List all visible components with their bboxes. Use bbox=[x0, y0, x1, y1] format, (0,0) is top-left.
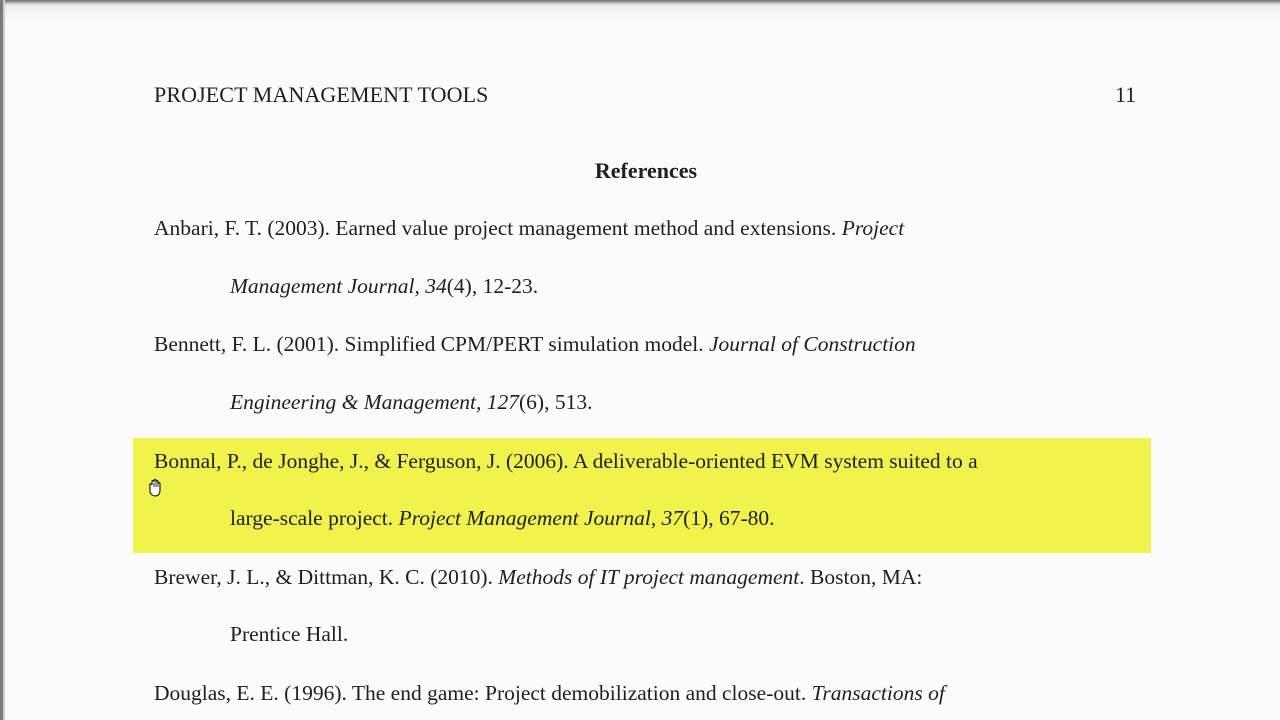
reference-brewer-line-1[interactable] bbox=[154, 565, 922, 590]
references-heading: References bbox=[594, 158, 698, 183]
reference-brewer-line-2[interactable] bbox=[230, 622, 348, 647]
reference-text: (1), 67-80. bbox=[683, 506, 775, 530]
reference-anbari-line-1[interactable] bbox=[154, 216, 904, 241]
hand-grab-icon bbox=[145, 477, 167, 499]
reference-journal: Project Management Journal, 37 bbox=[398, 506, 684, 530]
reference-journal: Transactions of bbox=[811, 681, 945, 705]
reference-journal: Management Journal, 34 bbox=[230, 274, 447, 298]
reference-bennett-line-2[interactable] bbox=[230, 390, 592, 415]
reference-anbari-line-2[interactable] bbox=[230, 274, 538, 299]
reference-text: large-scale project. bbox=[230, 506, 399, 530]
reference-book-title: Methods of IT project management bbox=[498, 565, 800, 589]
reference-text: Anbari, F. T. (2003). Earned value project management method and extensions. bbox=[154, 216, 842, 240]
reference-text: . Boston, MA: bbox=[799, 565, 923, 589]
reference-journal: Engineering & Management, 127 bbox=[230, 390, 520, 414]
reference-journal: Project bbox=[841, 216, 905, 240]
reference-text: Brewer, J. L., & Dittman, K. C. (2010). bbox=[154, 565, 499, 589]
reference-bonnal-line-2[interactable] bbox=[230, 506, 775, 531]
reference-text: (4), 12-23. bbox=[446, 274, 539, 298]
reference-douglas-line-1[interactable] bbox=[154, 681, 945, 706]
reference-journal: Journal of Construction bbox=[709, 332, 916, 356]
reference-text: Prentice Hall. bbox=[230, 622, 349, 646]
reference-text: (6), 513. bbox=[519, 390, 593, 414]
reference-bennett-line-1[interactable] bbox=[154, 332, 916, 357]
reference-bonnal-line-1[interactable] bbox=[154, 449, 978, 474]
reference-text: Douglas, E. E. (1996). The end game: Project demobilization and close-out. bbox=[154, 681, 812, 705]
running-head: PROJECT MANAGEMENT TOOLS bbox=[154, 82, 489, 107]
reference-text: Bennett, F. L. (2001). Simplified CPM/PERT simulation model. bbox=[154, 332, 710, 356]
reference-text: Bonnal, P., de Jonghe, J., & Ferguson, J. (2006). A deliverable-oriented EVM system suited to a bbox=[154, 449, 978, 473]
page-number: 11 bbox=[1115, 82, 1137, 107]
